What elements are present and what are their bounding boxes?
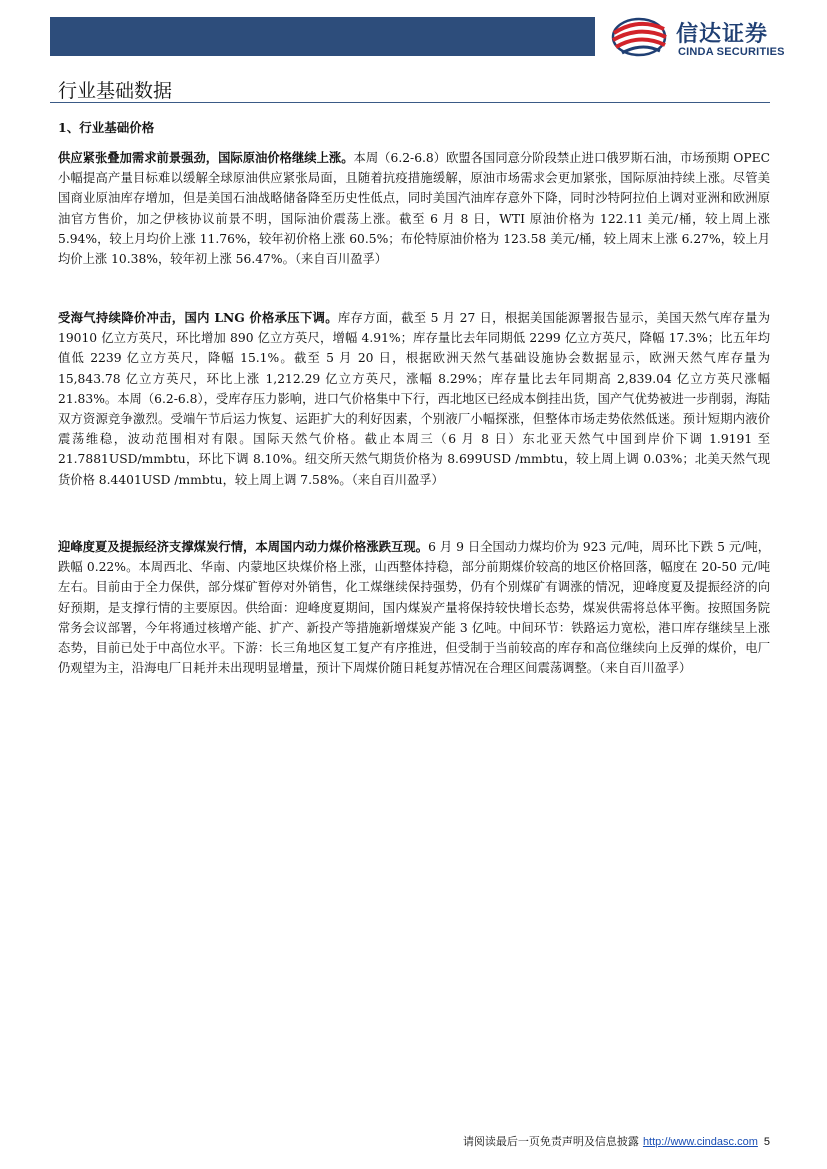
paragraph-crude-oil	[58, 148, 770, 269]
cinda-globe-icon	[606, 15, 672, 59]
paragraph-coal	[58, 537, 770, 678]
paragraph-body: 本周（6.2-6.8）欧盟各国同意分阶段禁止进口俄罗斯石油，市场预期 OPEC 小幅提高产量目标难以缓解全球原油供应紧张局面，且随着抗疫措施缓解，原油市场需求会更加紧张，国际原油持续上涨。尽管美国商业原油库存增加，但是美国石油战略储备降至历史性低点，同时美国汽油库存意外下降，同时沙特阿拉伯上调对亚洲和欧洲原油官方售价，加之伊核协议前景不明，国际油价震荡上涨。截至 6 月 8 日，WTI 原油价格为 122.11 美元/桶，较上周上涨 5.94%，较上月均价上涨 11.76%，较年初价格上涨 60.5%；布伦特原油价格为 123.58 美元/桶，较上周末上涨 6.27%，较上月均价上涨 10.38%，较年初上涨 56.47%。（来自百川盈孚）	[58, 151, 770, 267]
subheading: 1、行业基础价格	[58, 120, 155, 135]
title-divider	[50, 102, 770, 103]
header-bar	[50, 17, 595, 56]
cinda-logo	[606, 15, 806, 61]
page-footer	[300, 1133, 770, 1149]
paragraph-body: 库存方面，截至 5 月 27 日，根据美国能源署报告显示，美国天然气库存量为 19010 亿立方英尺，环比增加 890 亿立方英尺，增幅 4.91%；库存量比去年同期低 2299 亿立方英尺，降幅 17.3%；比五年均值低 2239 亿立方英尺，降幅 15.1%。截至 5 月 20 日，根据欧洲天然气基础设施协会数据显示，欧洲天然气库存量为 15,843.78 亿立方英尺，环比上涨 1,212.29 亿立方英尺，涨幅 8.29%；库存量比去年同期高 2,839.04 亿立方英尺涨幅 21.83%。本周（6.2-6.8），受库存压力影响，进口气价格集中下行，西北地区已经成本倒挂出货，国产气优势被进一步削弱，海陆双方资源竞争激烈。受端午节后运力恢复、运距扩大的利好因素，个别液厂小幅探涨，但整体市场走势依然低迷。预计短期内液价震荡维稳，波动范围相对有限。国际天然气价格。截止本周三（6 月 8 日）东北亚天然气中国到岸价下调 1.9191 至 21.7881USD/mmbtu，环比下调 8.10%。纽交所天然气期货价格为 8.699USD /mmbtu，较上周上调 0.03%；北美天然气现货价格 8.4401USD /mmbtu，较上周上调 7.58%。（来自百川盈孚）	[58, 311, 771, 487]
paragraph-lead: 供应紧张叠加需求前景强劲，国际原油价格继续上涨。	[58, 150, 354, 165]
logo-english-name: CINDA SECURITIES	[678, 46, 785, 58]
logo-chinese-name: 信达证券	[676, 22, 769, 47]
footer-website-link[interactable]: http://www.cindasc.com	[642, 1136, 758, 1148]
paragraph-body: 6 月 9 日全国动力煤均价为 923 元/吨，周环比下跌 5 元/吨，跌幅 0.22%。本周西北、华南、内蒙地区块煤价格上涨，山西整体持稳，部分前期煤价较高的地区价格回落，幅度在 20-50 元/吨左右。目前由于全力保供，部分煤矿暂停对外销售，化工煤继续保持强势，仍有个别煤矿有调涨的情况，迎峰度夏及提振经济的向好预期，是支撑行情的主要原因。供给面：迎峰度夏期间，国内煤炭产量将保持较快增长态势，煤炭供需将总体平衡。按照国务院常务会议部署，今年将通过核增产能、扩产、新投产等措施新增煤炭产能 3 亿吨。中间环节：铁路运力宽松，港口库存继续呈上涨态势，目前已处于中高位水平。下游：长三角地区复工复产有序推进，但受制于当前较高的库存和高位继续向上反弹的煤价，电厂仍观望为主，沿海电厂日耗并未出现明显增量，预计下周煤价随日耗复苏情况在合理区间震荡调整。（来自百川盈孚）	[58, 540, 770, 676]
footer-disclaimer: 请阅读最后一页免责声明及信息披露	[462, 1135, 639, 1148]
paragraph-lng	[58, 308, 770, 490]
section-title: 行业基础数据	[58, 80, 173, 102]
page-number: 5	[763, 1136, 770, 1148]
paragraph-lead: 受海气持续降价冲击，国内 LNG 价格承压下调。	[58, 310, 338, 325]
paragraph-lead: 迎峰度夏及提振经济支撑煤炭行情，本周国内动力煤价格涨跌互现。	[58, 539, 429, 554]
